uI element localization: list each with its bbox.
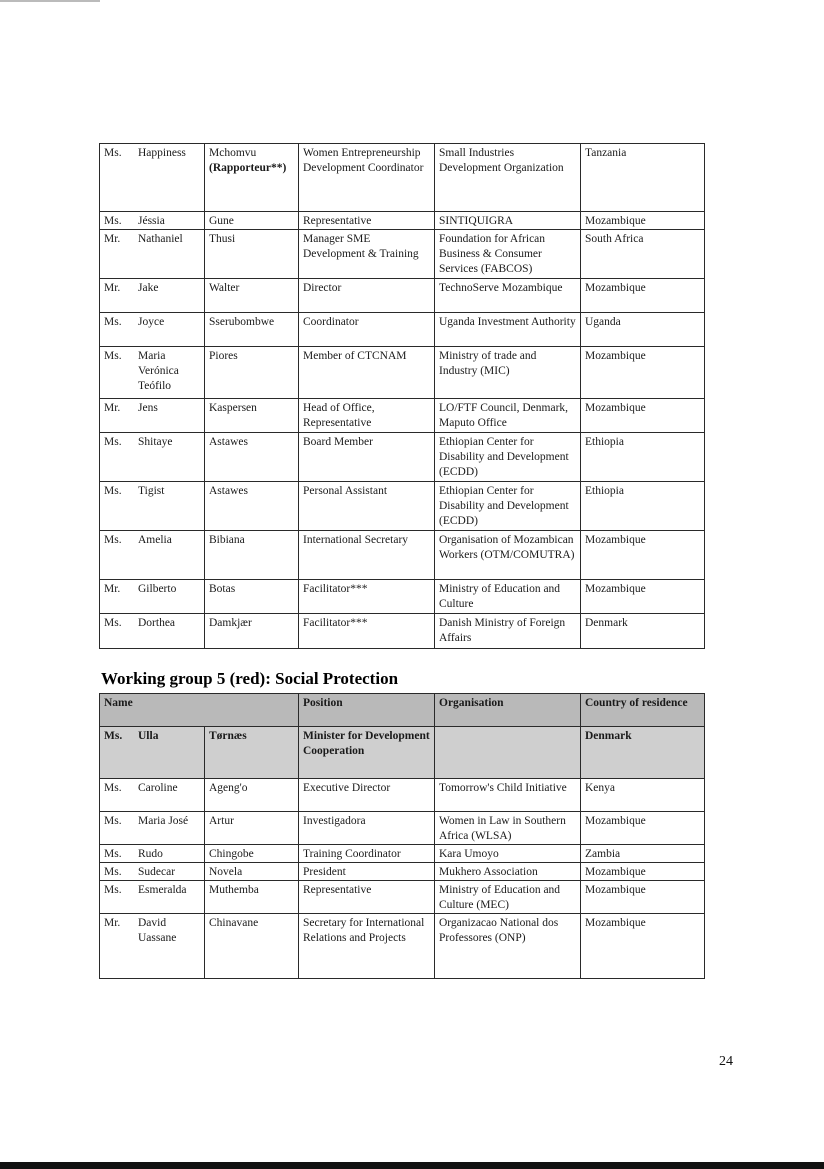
- country-cell: Mozambique: [581, 881, 705, 914]
- name-cell: [100, 433, 205, 482]
- organisation-cell: Ethiopian Center for Disability and Development (ECDD): [435, 482, 581, 531]
- last-name-cell: Chinavane: [205, 914, 299, 979]
- organisation-cell: SINTIQUIGRA: [435, 212, 581, 230]
- first-name-text: Dorthea: [138, 617, 176, 629]
- name-cell: [100, 482, 205, 531]
- position-cell: President: [299, 863, 435, 881]
- first-name-text: Maria Verónica Teófilo: [138, 350, 179, 392]
- last-name-cell: [205, 433, 299, 482]
- position-cell: Board Member: [299, 433, 435, 482]
- country-cell: Zambia: [581, 845, 705, 863]
- country-cell: South Africa: [581, 230, 705, 279]
- last-name-cell: Chingobe: [205, 845, 299, 863]
- organisation-cell: Tomorrow's Child Initiative: [435, 779, 581, 812]
- working-group-5-table: [99, 693, 705, 979]
- first-name-text: Sudecar: [138, 866, 176, 878]
- country-cell: Mozambique: [581, 531, 705, 580]
- title-text: Ms.: [104, 884, 122, 896]
- title-text: Ms.: [104, 350, 122, 362]
- first-name-text: Maria José: [138, 815, 189, 827]
- title-text: Ms.: [104, 316, 122, 328]
- country-cell: Ethiopia: [581, 482, 705, 531]
- name-cell: [100, 812, 205, 845]
- bottom-edge-bar: [0, 1162, 824, 1169]
- first-name-text: Jéssia: [138, 215, 165, 227]
- organisation-cell: Organizacao National dos Professores (ONP): [435, 914, 581, 979]
- first-name-text: Happiness: [138, 147, 186, 159]
- table-row: [100, 433, 705, 482]
- country-cell: Mozambique: [581, 399, 705, 433]
- table-row: [100, 580, 705, 614]
- country-cell: Denmark: [581, 614, 705, 649]
- first-name-text: Jake: [138, 282, 159, 294]
- last-name-cell: [205, 614, 299, 649]
- position-cell: Investigadora: [299, 812, 435, 845]
- organisation-cell: TechnoServe Mozambique: [435, 279, 581, 313]
- last-name-text: Bibiana: [209, 534, 245, 546]
- last-name-text: Thusi: [209, 233, 236, 245]
- last-name-cell: [205, 580, 299, 614]
- last-name-cell: [205, 230, 299, 279]
- name-cell: [100, 914, 205, 979]
- table-row: [100, 845, 705, 863]
- page-number: 24: [719, 1054, 733, 1069]
- header-name: Name: [100, 694, 299, 727]
- title-text: Ms.: [104, 215, 122, 227]
- first-name-text: Joyce: [138, 316, 165, 328]
- table-row: [100, 212, 705, 230]
- table-row: [100, 614, 705, 649]
- table-row: [100, 347, 705, 399]
- organisation-cell: Ministry of Education and Culture (MEC): [435, 881, 581, 914]
- last-name-text: Piores: [209, 350, 238, 362]
- title-text: Ms.: [104, 782, 122, 794]
- organisation-cell: Mukhero Association: [435, 863, 581, 881]
- last-name-cell: Ageng'o: [205, 779, 299, 812]
- name-cell: [100, 144, 205, 212]
- country-cell: Mozambique: [581, 812, 705, 845]
- first-name-text: Esmeralda: [138, 884, 187, 896]
- country-cell: Mozambique: [581, 212, 705, 230]
- last-name-cell: Tørnæs: [205, 727, 299, 779]
- organisation-cell: Organisation of Mozambican Workers (OTM/COMUTRA): [435, 531, 581, 580]
- last-name-text: Damkjær: [209, 617, 252, 629]
- header-position: Position: [299, 694, 435, 727]
- table-row: [100, 230, 705, 279]
- last-name-cell: [205, 313, 299, 347]
- organisation-cell: Small Industries Development Organization: [435, 144, 581, 212]
- position-cell: Women Entrepreneurship Development Coordinator: [299, 144, 435, 212]
- organisation-cell: Uganda Investment Authority: [435, 313, 581, 347]
- first-name-text: Shitaye: [138, 436, 173, 448]
- table-row: [100, 482, 705, 531]
- name-cell: [100, 779, 205, 812]
- country-cell: Kenya: [581, 779, 705, 812]
- table-row: [100, 914, 705, 979]
- name-cell: [100, 881, 205, 914]
- first-name-text: Gilberto: [138, 583, 177, 595]
- title-text: Ms.: [104, 534, 122, 546]
- table-row: [100, 399, 705, 433]
- name-cell: [100, 863, 205, 881]
- last-name-text: Botas: [209, 583, 236, 595]
- last-name-text: Gune: [209, 215, 234, 227]
- last-name-text: Astawes: [209, 436, 248, 448]
- title-text: Mr.: [104, 233, 121, 245]
- title-text: Mr.: [104, 282, 121, 294]
- last-name-text: Mchomvu: [209, 147, 257, 159]
- position-cell: Facilitator***: [299, 614, 435, 649]
- organisation-cell: Kara Umoyo: [435, 845, 581, 863]
- title-text: Ms.: [104, 848, 122, 860]
- organisation-cell: Ministry of Education and Culture: [435, 580, 581, 614]
- country-cell: Mozambique: [581, 863, 705, 881]
- working-group-5-title: Working group 5 (red): Social Protection: [101, 669, 399, 688]
- organisation-cell: Danish Ministry of Foreign Affairs: [435, 614, 581, 649]
- title-text: Mr.: [104, 402, 121, 414]
- participants-table-continued: [99, 143, 705, 649]
- name-cell: [100, 614, 205, 649]
- table-row: [100, 881, 705, 914]
- last-name-cell: [205, 144, 299, 212]
- header-country: Country of residence: [581, 694, 705, 727]
- last-name-cell: [205, 212, 299, 230]
- first-name-text: Jens: [138, 402, 158, 414]
- table-row: [100, 531, 705, 580]
- position-cell: Training Coordinator: [299, 845, 435, 863]
- table-row: [100, 313, 705, 347]
- last-name-cell: [205, 482, 299, 531]
- name-cell: [100, 727, 205, 779]
- first-name-text: Nathaniel: [138, 233, 183, 245]
- last-name-cell: Novela: [205, 863, 299, 881]
- country-cell: Uganda: [581, 313, 705, 347]
- position-cell: Representative: [299, 212, 435, 230]
- last-name-cell: [205, 399, 299, 433]
- table-row: [100, 779, 705, 812]
- title-text: Ms.: [104, 730, 123, 742]
- last-name-text: Walter: [209, 282, 240, 294]
- table-row: [100, 863, 705, 881]
- country-cell: Mozambique: [581, 279, 705, 313]
- last-name-text: Kaspersen: [209, 402, 257, 414]
- name-cell: [100, 279, 205, 313]
- title-text: Ms.: [104, 485, 122, 497]
- first-name-text: Rudo: [138, 848, 163, 860]
- organisation-cell: Ministry of trade and Industry (MIC): [435, 347, 581, 399]
- table-row: [100, 727, 705, 779]
- position-cell: Personal Assistant: [299, 482, 435, 531]
- name-cell: [100, 580, 205, 614]
- table-row: [100, 812, 705, 845]
- first-name-text: Ulla: [138, 730, 159, 742]
- role-note: (Rapporteur**): [209, 162, 287, 174]
- first-name-text: Tigist: [138, 485, 165, 497]
- country-cell: Mozambique: [581, 580, 705, 614]
- first-name-text: Caroline: [138, 782, 178, 794]
- position-cell: Executive Director: [299, 779, 435, 812]
- title-text: Mr.: [104, 583, 121, 595]
- title-text: Ms.: [104, 436, 122, 448]
- title-text: Mr.: [104, 917, 121, 929]
- title-text: Ms.: [104, 815, 122, 827]
- table-row: [100, 279, 705, 313]
- position-cell: International Secretary: [299, 531, 435, 580]
- position-cell: Director: [299, 279, 435, 313]
- organisation-cell: Ethiopian Center for Disability and Development (ECDD): [435, 433, 581, 482]
- name-cell: [100, 845, 205, 863]
- position-cell: Coordinator: [299, 313, 435, 347]
- first-name-text: David Uassane: [138, 917, 177, 944]
- title-text: Ms.: [104, 866, 122, 878]
- position-cell: Manager SME Development & Training: [299, 230, 435, 279]
- name-cell: [100, 313, 205, 347]
- top-edge-line: [0, 0, 100, 2]
- last-name-text: Sserubombwe: [209, 316, 275, 328]
- organisation-cell: Foundation for African Business & Consumer Services (FABCOS): [435, 230, 581, 279]
- position-cell: Representative: [299, 881, 435, 914]
- name-cell: [100, 399, 205, 433]
- first-name-text: Amelia: [138, 534, 172, 546]
- position-cell: Minister for Development Cooperation: [299, 727, 435, 779]
- country-cell: Denmark: [581, 727, 705, 779]
- organisation-cell: [435, 727, 581, 779]
- title-text: Ms.: [104, 617, 122, 629]
- last-name-cell: [205, 347, 299, 399]
- last-name-cell: [205, 531, 299, 580]
- title-text: Ms.: [104, 147, 122, 159]
- table-row: [100, 144, 705, 212]
- country-cell: Ethiopia: [581, 433, 705, 482]
- name-cell: [100, 230, 205, 279]
- name-cell: [100, 347, 205, 399]
- header-organisation: Organisation: [435, 694, 581, 727]
- position-cell: Secretary for International Relations and Projects: [299, 914, 435, 979]
- last-name-cell: Muthemba: [205, 881, 299, 914]
- table-header-row: [100, 694, 705, 727]
- position-cell: Member of CTCNAM: [299, 347, 435, 399]
- last-name-cell: Artur: [205, 812, 299, 845]
- country-cell: Mozambique: [581, 347, 705, 399]
- organisation-cell: Women in Law in Southern Africa (WLSA): [435, 812, 581, 845]
- organisation-cell: LO/FTF Council, Denmark, Maputo Office: [435, 399, 581, 433]
- name-cell: [100, 531, 205, 580]
- position-cell: Facilitator***: [299, 580, 435, 614]
- position-cell: Head of Office, Representative: [299, 399, 435, 433]
- last-name-text: Astawes: [209, 485, 248, 497]
- country-cell: Tanzania: [581, 144, 705, 212]
- country-cell: Mozambique: [581, 914, 705, 979]
- name-cell: [100, 212, 205, 230]
- last-name-cell: [205, 279, 299, 313]
